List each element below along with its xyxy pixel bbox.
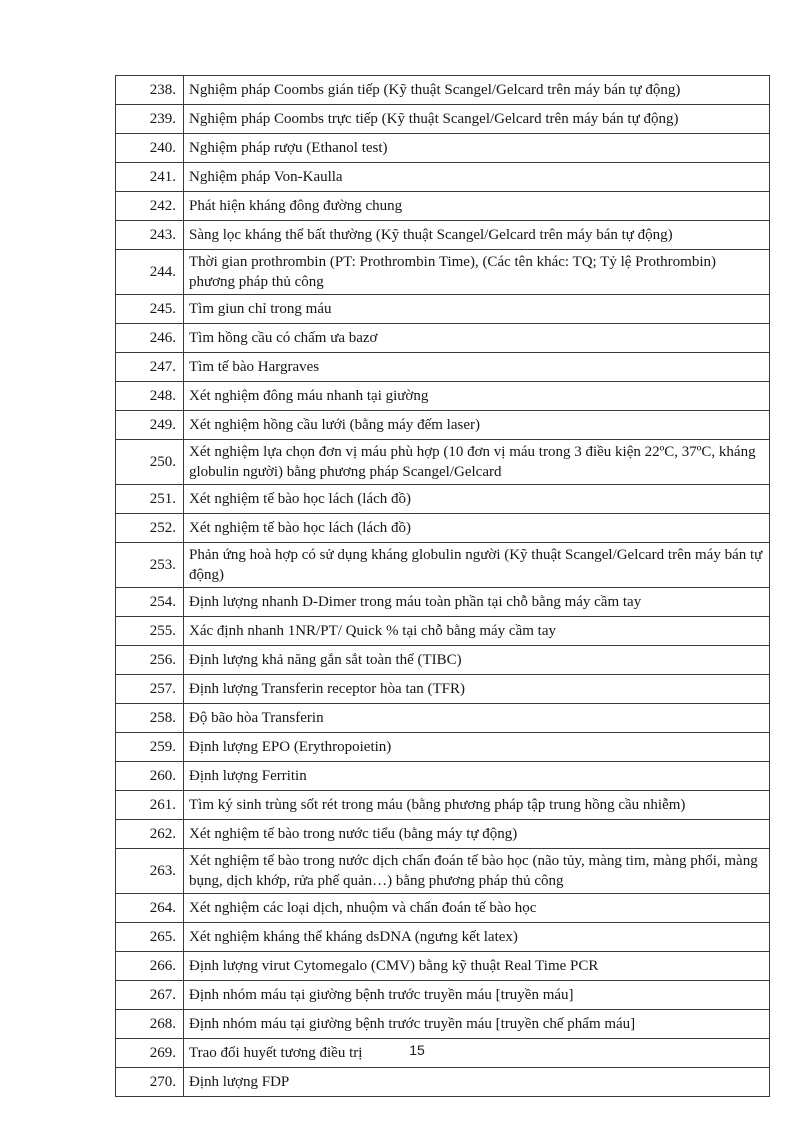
- row-description: Định lượng Transferin receptor hòa tan (TFR): [184, 675, 770, 704]
- row-description: Định lượng Ferritin: [184, 762, 770, 791]
- row-number: 260.: [116, 762, 184, 791]
- table-row: [116, 250, 770, 295]
- table-row: [116, 820, 770, 849]
- row-description: Nghiệm pháp rượu (Ethanol test): [184, 134, 770, 163]
- row-number: 241.: [116, 163, 184, 192]
- table-row: [116, 646, 770, 675]
- row-number: 264.: [116, 894, 184, 923]
- row-number: 267.: [116, 981, 184, 1010]
- table-row: [116, 192, 770, 221]
- row-description: Định lượng EPO (Erythropoietin): [184, 733, 770, 762]
- table-row: [116, 762, 770, 791]
- row-description: Xét nghiệm tế bào học lách (lách đồ): [184, 514, 770, 543]
- row-description: Tìm ký sinh trùng sốt rét trong máu (bằng phương pháp tập trung hồng cầu nhiễm): [184, 791, 770, 820]
- table-row: [116, 704, 770, 733]
- row-number: 247.: [116, 353, 184, 382]
- table-row: [116, 1068, 770, 1097]
- row-description: Định lượng FDP: [184, 1068, 770, 1097]
- row-number: 248.: [116, 382, 184, 411]
- procedure-table: [115, 75, 770, 1097]
- row-number: 261.: [116, 791, 184, 820]
- row-number: 269.: [116, 1039, 184, 1068]
- table-row: [116, 485, 770, 514]
- table-row: [116, 952, 770, 981]
- row-description: Định lượng khả năng gắn sắt toàn thể (TIBC): [184, 646, 770, 675]
- table-row: [116, 675, 770, 704]
- row-description: Nghiệm pháp Coombs trực tiếp (Kỹ thuật Scangel/Gelcard trên máy bán tự động): [184, 105, 770, 134]
- row-description: Xét nghiệm tế bào trong nước tiểu (bằng máy tự động): [184, 820, 770, 849]
- row-description: Xét nghiệm lựa chọn đơn vị máu phù hợp (10 đơn vị máu trong 3 điều kiện 22ºC, 37ºC, kháng globulin người) bằng phương pháp Scangel/Gelcard: [184, 440, 770, 485]
- row-description: Phản ứng hoà hợp có sử dụng kháng globulin người (Kỹ thuật Scangel/Gelcard trên máy bán tự động): [184, 543, 770, 588]
- row-number: 270.: [116, 1068, 184, 1097]
- table-row: [116, 1010, 770, 1039]
- row-number: 251.: [116, 485, 184, 514]
- row-number: 245.: [116, 295, 184, 324]
- row-description: Thời gian prothrombin (PT: Prothrombin Time), (Các tên khác: TQ; Tỷ lệ Prothrombin) phương pháp thủ công: [184, 250, 770, 295]
- row-number: 243.: [116, 221, 184, 250]
- row-number: 258.: [116, 704, 184, 733]
- row-number: 262.: [116, 820, 184, 849]
- row-number: 255.: [116, 617, 184, 646]
- row-number: 246.: [116, 324, 184, 353]
- row-description: Sàng lọc kháng thể bất thường (Kỹ thuật Scangel/Gelcard trên máy bán tự động): [184, 221, 770, 250]
- row-description: Độ bão hòa Transferin: [184, 704, 770, 733]
- row-number: 244.: [116, 250, 184, 295]
- table-row: [116, 221, 770, 250]
- row-number: 250.: [116, 440, 184, 485]
- row-number: 263.: [116, 849, 184, 894]
- table-row: [116, 440, 770, 485]
- row-description: Tìm tế bào Hargraves: [184, 353, 770, 382]
- row-number: 265.: [116, 923, 184, 952]
- row-number: 259.: [116, 733, 184, 762]
- row-number: 242.: [116, 192, 184, 221]
- table-row: [116, 324, 770, 353]
- table-row: [116, 382, 770, 411]
- procedure-table-body: [116, 76, 770, 1097]
- row-description: Xét nghiệm tế bào trong nước dịch chẩn đoán tế bào học (não tủy, màng tim, màng phổi, màng bụng, dịch khớp, rửa phế quản…) bằng phương pháp thủ công: [184, 849, 770, 894]
- row-description: Xét nghiệm kháng thể kháng dsDNA (ngưng kết latex): [184, 923, 770, 952]
- row-number: 240.: [116, 134, 184, 163]
- table-row: [116, 353, 770, 382]
- table-row: [116, 163, 770, 192]
- row-number: 252.: [116, 514, 184, 543]
- table-row: [116, 894, 770, 923]
- row-number: 253.: [116, 543, 184, 588]
- table-row: [116, 791, 770, 820]
- row-description: Phát hiện kháng đông đường chung: [184, 192, 770, 221]
- row-description: Xét nghiệm hồng cầu lưới (bằng máy đếm laser): [184, 411, 770, 440]
- row-number: 254.: [116, 588, 184, 617]
- row-number: 249.: [116, 411, 184, 440]
- table-row: [116, 295, 770, 324]
- row-number: 256.: [116, 646, 184, 675]
- row-number: 238.: [116, 76, 184, 105]
- row-description: Tìm hồng cầu có chấm ưa bazơ: [184, 324, 770, 353]
- row-description: Xét nghiệm đông máu nhanh tại giường: [184, 382, 770, 411]
- row-description: Định lượng virut Cytomegalo (CMV) bằng kỹ thuật Real Time PCR: [184, 952, 770, 981]
- row-description: Nghiệm pháp Von-Kaulla: [184, 163, 770, 192]
- table-row: [116, 617, 770, 646]
- row-description: Xét nghiệm tế bào học lách (lách đồ): [184, 485, 770, 514]
- table-row: [116, 588, 770, 617]
- row-description: Tìm giun chỉ trong máu: [184, 295, 770, 324]
- row-description: Xét nghiệm các loại dịch, nhuộm và chẩn đoán tế bào học: [184, 894, 770, 923]
- row-description: Trao đổi huyết tương điều trị: [184, 1039, 770, 1068]
- table-row: [116, 411, 770, 440]
- row-description: Nghiệm pháp Coombs gián tiếp (Kỹ thuật Scangel/Gelcard trên máy bán tự động): [184, 76, 770, 105]
- table-row: [116, 514, 770, 543]
- row-description: Định nhóm máu tại giường bệnh trước truyền máu [truyền chế phẩm máu]: [184, 1010, 770, 1039]
- row-description: Định lượng nhanh D-Dimer trong máu toàn phần tại chỗ bằng máy cầm tay: [184, 588, 770, 617]
- row-number: 266.: [116, 952, 184, 981]
- row-number: 239.: [116, 105, 184, 134]
- row-number: 257.: [116, 675, 184, 704]
- table-row: [116, 134, 770, 163]
- page-number: 15: [409, 1042, 425, 1058]
- row-description: Định nhóm máu tại giường bệnh trước truyền máu [truyền máu]: [184, 981, 770, 1010]
- table-row: [116, 923, 770, 952]
- table-row: [116, 105, 770, 134]
- table-row: [116, 849, 770, 894]
- row-description: Xác định nhanh 1NR/PT/ Quick % tại chỗ bằng máy cầm tay: [184, 617, 770, 646]
- table-row: [116, 543, 770, 588]
- row-number: 268.: [116, 1010, 184, 1039]
- table-row: [116, 76, 770, 105]
- table-row: [116, 733, 770, 762]
- table-row: [116, 981, 770, 1010]
